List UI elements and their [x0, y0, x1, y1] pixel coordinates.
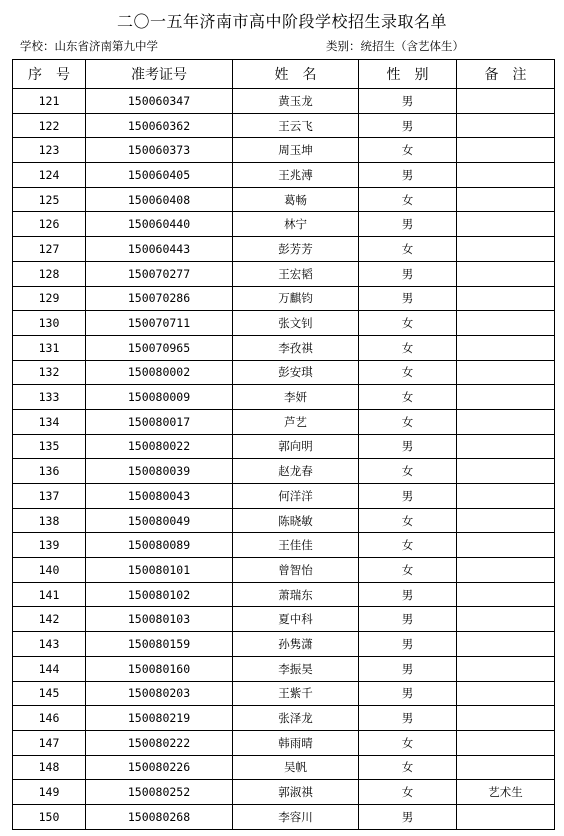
- seq-cell: 134: [13, 409, 86, 434]
- note-cell: [457, 755, 555, 780]
- note-cell: [457, 434, 555, 459]
- seq-cell: 126: [13, 212, 86, 237]
- note-cell: [457, 360, 555, 385]
- note-cell: [457, 632, 555, 657]
- note-cell: [457, 385, 555, 410]
- exam-id-cell: 150070277: [86, 261, 233, 286]
- note-cell: [457, 163, 555, 188]
- exam-id-cell: 150080022: [86, 434, 233, 459]
- exam-id-cell: 150080089: [86, 533, 233, 558]
- name-cell: 李容川: [233, 804, 359, 829]
- note-cell: [457, 237, 555, 262]
- note-cell: [457, 459, 555, 484]
- name-cell: 黄玉龙: [233, 89, 359, 114]
- name-cell: 彭芳芳: [233, 237, 359, 262]
- exam-id-cell: 150060408: [86, 187, 233, 212]
- seq-cell: 125: [13, 187, 86, 212]
- header-name: 姓 名: [233, 60, 359, 89]
- seq-cell: 147: [13, 730, 86, 755]
- exam-id-cell: 150070286: [86, 286, 233, 311]
- gender-cell: 女: [359, 459, 457, 484]
- exam-id-cell: 150070711: [86, 311, 233, 336]
- gender-cell: 女: [359, 335, 457, 360]
- table-row: [13, 360, 555, 385]
- gender-cell: 男: [359, 212, 457, 237]
- gender-cell: 男: [359, 656, 457, 681]
- exam-id-cell: 150060405: [86, 163, 233, 188]
- exam-id-cell: 150080222: [86, 730, 233, 755]
- table-row: [13, 335, 555, 360]
- gender-cell: 男: [359, 113, 457, 138]
- note-cell: [457, 335, 555, 360]
- exam-id-cell: 150080268: [86, 804, 233, 829]
- name-cell: 王佳佳: [233, 533, 359, 558]
- header-gender: 性 别: [359, 60, 457, 89]
- seq-cell: 123: [13, 138, 86, 163]
- gender-cell: 女: [359, 138, 457, 163]
- gender-cell: 女: [359, 409, 457, 434]
- exam-id-cell: 150080017: [86, 409, 233, 434]
- table-row: [13, 681, 555, 706]
- table-row: [13, 311, 555, 336]
- gender-cell: 男: [359, 434, 457, 459]
- table-row: [13, 780, 555, 805]
- exam-id-cell: 150080226: [86, 755, 233, 780]
- table-row: [13, 113, 555, 138]
- exam-id-cell: 150080252: [86, 780, 233, 805]
- gender-cell: 女: [359, 533, 457, 558]
- gender-cell: 男: [359, 607, 457, 632]
- name-cell: 李孜祺: [233, 335, 359, 360]
- seq-cell: 144: [13, 656, 86, 681]
- table-row: [13, 89, 555, 114]
- note-cell: [457, 187, 555, 212]
- table-row: [13, 582, 555, 607]
- table-row: [13, 804, 555, 829]
- note-cell: 艺术生: [457, 780, 555, 805]
- name-cell: 王兆溥: [233, 163, 359, 188]
- note-cell: [457, 113, 555, 138]
- table-row: [13, 508, 555, 533]
- seq-cell: 128: [13, 261, 86, 286]
- seq-cell: 131: [13, 335, 86, 360]
- table-row: [13, 409, 555, 434]
- gender-cell: 女: [359, 385, 457, 410]
- name-cell: 王云飞: [233, 113, 359, 138]
- name-cell: 郭淑祺: [233, 780, 359, 805]
- table-row: [13, 237, 555, 262]
- name-cell: 何洋洋: [233, 484, 359, 509]
- table-row: [13, 261, 555, 286]
- gender-cell: 男: [359, 163, 457, 188]
- seq-cell: 122: [13, 113, 86, 138]
- name-cell: 陈晓敏: [233, 508, 359, 533]
- note-cell: [457, 508, 555, 533]
- note-cell: [457, 138, 555, 163]
- name-cell: 李振昊: [233, 656, 359, 681]
- document-title: 二〇一五年济南市高中阶段学校招生录取名单: [116, 12, 447, 31]
- exam-id-cell: 150080219: [86, 706, 233, 731]
- exam-id-cell: 150080101: [86, 558, 233, 583]
- exam-id-cell: 150070965: [86, 335, 233, 360]
- gender-cell: 女: [359, 311, 457, 336]
- gender-cell: 男: [359, 706, 457, 731]
- exam-id-cell: 150060373: [86, 138, 233, 163]
- table-row: [13, 730, 555, 755]
- table-row: [13, 755, 555, 780]
- note-cell: [457, 261, 555, 286]
- exam-id-cell: 150080102: [86, 582, 233, 607]
- seq-cell: 137: [13, 484, 86, 509]
- seq-cell: 148: [13, 755, 86, 780]
- note-cell: [457, 286, 555, 311]
- exam-id-cell: 150080009: [86, 385, 233, 410]
- table-row: [13, 533, 555, 558]
- note-cell: [457, 582, 555, 607]
- exam-id-cell: 150060443: [86, 237, 233, 262]
- school-label: 学校：山东省济南第九中学: [20, 39, 158, 53]
- note-cell: [457, 706, 555, 731]
- table-row: [13, 163, 555, 188]
- seq-cell: 140: [13, 558, 86, 583]
- gender-cell: 男: [359, 484, 457, 509]
- gender-cell: 女: [359, 508, 457, 533]
- seq-cell: 139: [13, 533, 86, 558]
- table-row: [13, 434, 555, 459]
- gender-cell: 女: [359, 558, 457, 583]
- table-row: [13, 286, 555, 311]
- note-cell: [457, 558, 555, 583]
- table-row: [13, 607, 555, 632]
- gender-cell: 女: [359, 187, 457, 212]
- seq-cell: 130: [13, 311, 86, 336]
- exam-id-cell: 150080039: [86, 459, 233, 484]
- name-cell: 王宏韬: [233, 261, 359, 286]
- name-cell: 万麒钧: [233, 286, 359, 311]
- gender-cell: 男: [359, 681, 457, 706]
- name-cell: 张泽龙: [233, 706, 359, 731]
- seq-cell: 129: [13, 286, 86, 311]
- table-row: [13, 138, 555, 163]
- seq-cell: 132: [13, 360, 86, 385]
- table-row: [13, 558, 555, 583]
- seq-cell: 138: [13, 508, 86, 533]
- exam-id-cell: 150080002: [86, 360, 233, 385]
- note-cell: [457, 533, 555, 558]
- note-cell: [457, 681, 555, 706]
- gender-cell: 男: [359, 261, 457, 286]
- seq-cell: 150: [13, 804, 86, 829]
- header-note: 备 注: [457, 60, 555, 89]
- gender-cell: 男: [359, 286, 457, 311]
- name-cell: 夏中科: [233, 607, 359, 632]
- name-cell: 周玉坤: [233, 138, 359, 163]
- name-cell: 韩雨晴: [233, 730, 359, 755]
- name-cell: 林宁: [233, 212, 359, 237]
- header-seq: 序 号: [13, 60, 86, 89]
- seq-cell: 149: [13, 780, 86, 805]
- name-cell: 芦艺: [233, 409, 359, 434]
- table-row: [13, 484, 555, 509]
- gender-cell: 男: [359, 582, 457, 607]
- seq-cell: 141: [13, 582, 86, 607]
- gender-cell: 男: [359, 632, 457, 657]
- table-row: [13, 706, 555, 731]
- table-row: [13, 459, 555, 484]
- note-cell: [457, 656, 555, 681]
- exam-id-cell: 150080203: [86, 681, 233, 706]
- exam-id-cell: 150060440: [86, 212, 233, 237]
- note-cell: [457, 89, 555, 114]
- name-cell: 萧瑞东: [233, 582, 359, 607]
- header-exam-id: 准考证号: [86, 60, 233, 89]
- category-label: 类别：统招生（含艺体生）: [326, 39, 464, 53]
- exam-id-cell: 150080103: [86, 607, 233, 632]
- name-cell: 彭安琪: [233, 360, 359, 385]
- gender-cell: 男: [359, 89, 457, 114]
- exam-id-cell: 150080049: [86, 508, 233, 533]
- note-cell: [457, 730, 555, 755]
- name-cell: 王紫千: [233, 681, 359, 706]
- note-cell: [457, 409, 555, 434]
- note-cell: [457, 804, 555, 829]
- gender-cell: 女: [359, 755, 457, 780]
- name-cell: 孙隽潇: [233, 632, 359, 657]
- exam-id-cell: 150080159: [86, 632, 233, 657]
- seq-cell: 121: [13, 89, 86, 114]
- name-cell: 李妍: [233, 385, 359, 410]
- name-cell: 郭向明: [233, 434, 359, 459]
- table-row: [13, 656, 555, 681]
- gender-cell: 女: [359, 730, 457, 755]
- seq-cell: 145: [13, 681, 86, 706]
- gender-cell: 女: [359, 360, 457, 385]
- admission-table: [12, 59, 555, 830]
- name-cell: 张文钊: [233, 311, 359, 336]
- seq-cell: 127: [13, 237, 86, 262]
- note-cell: [457, 484, 555, 509]
- gender-cell: 女: [359, 780, 457, 805]
- gender-cell: 男: [359, 804, 457, 829]
- table-row: [13, 212, 555, 237]
- exam-id-cell: 150060347: [86, 89, 233, 114]
- seq-cell: 133: [13, 385, 86, 410]
- table-row: [13, 187, 555, 212]
- seq-cell: 136: [13, 459, 86, 484]
- seq-cell: 124: [13, 163, 86, 188]
- seq-cell: 135: [13, 434, 86, 459]
- exam-id-cell: 150060362: [86, 113, 233, 138]
- note-cell: [457, 212, 555, 237]
- table-row: [13, 632, 555, 657]
- seq-cell: 142: [13, 607, 86, 632]
- seq-cell: 146: [13, 706, 86, 731]
- gender-cell: 女: [359, 237, 457, 262]
- exam-id-cell: 150080160: [86, 656, 233, 681]
- note-cell: [457, 607, 555, 632]
- table-body: [13, 89, 555, 830]
- header-row: [13, 60, 555, 89]
- name-cell: 赵龙春: [233, 459, 359, 484]
- exam-id-cell: 150080043: [86, 484, 233, 509]
- table-row: [13, 385, 555, 410]
- seq-cell: 143: [13, 632, 86, 657]
- note-cell: [457, 311, 555, 336]
- name-cell: 吴帆: [233, 755, 359, 780]
- name-cell: 葛畅: [233, 187, 359, 212]
- name-cell: 曾智怡: [233, 558, 359, 583]
